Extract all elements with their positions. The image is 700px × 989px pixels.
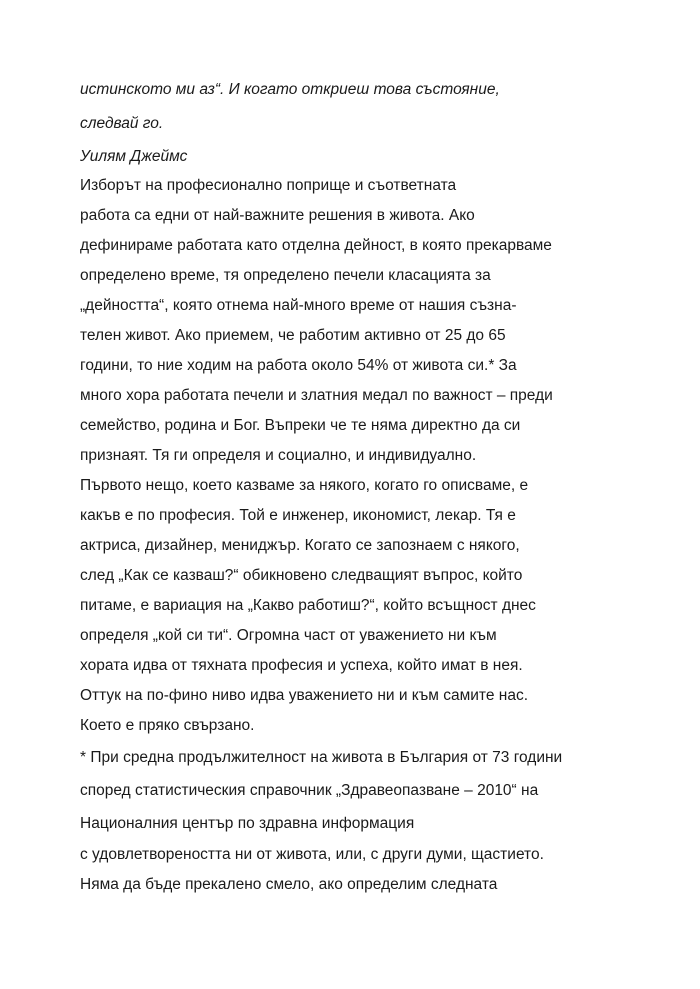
footnote-line: според статистическия справочник „Здравеопазване – 2010“ на xyxy=(80,782,539,799)
epigraph-author: Уилям Джеймс xyxy=(80,148,188,165)
body-text-line: Оттук на по-фино ниво идва уважението ни и към самите нас. xyxy=(80,687,529,704)
body-text-line: определено време, тя определено печели класацията за xyxy=(80,267,491,284)
footnote-line: Националния център по здравна информация xyxy=(80,815,415,832)
body-text-line: много хора работата печели и златния медал по важност – преди xyxy=(80,387,553,404)
body-text-line: след „Как се казваш?“ обикновено следващият въпрос, който xyxy=(80,567,523,584)
body-text-line: Което е пряко свързано. xyxy=(80,717,255,734)
body-text-line: Няма да бъде прекалено смело, ако определим следната xyxy=(80,876,498,893)
body-text-line: хората идва от тяхната професия и успеха, който имат в нея. xyxy=(80,657,523,674)
body-text-line: с удовлетвореността ни от живота, или, с други думи, щастието. xyxy=(80,846,544,863)
body-text-line: Изборът на професионално поприще и съответната xyxy=(80,177,457,194)
body-text-line: работа са едни от най-важните решения в живота. Ако xyxy=(80,207,475,224)
epigraph-line: истинското ми аз“. И когато откриеш това състояние, xyxy=(80,81,500,98)
footnote-line: * При средна продължителност на живота в България от 73 години xyxy=(80,749,563,766)
body-text-line: какъв е по професия. Той е инженер, икономист, лекар. Тя е xyxy=(80,507,516,524)
body-text-line: семейство, родина и Бог. Въпреки че те няма директно да си xyxy=(80,417,521,434)
body-text-line: питаме, е вариация на „Какво работиш?“, който всъщност днес xyxy=(80,597,536,614)
body-text-line: Първото нещо, което казваме за някого, когато го описваме, е xyxy=(80,477,529,494)
body-text-line: актриса, дизайнер, мениджър. Когато се запознаем с някого, xyxy=(80,537,520,554)
body-text-line: дефинираме работата като отделна дейност, в която прекарваме xyxy=(80,237,552,254)
body-text-line: признаят. Тя ги определя и социално, и индивидуално. xyxy=(80,447,477,464)
epigraph-line: следвай го. xyxy=(80,115,164,132)
body-text-line: телен живот. Ако приемем, че работим активно от 25 до 65 xyxy=(80,327,506,344)
body-text-line: „дейността“, която отнема най-много време от нашия съзна- xyxy=(80,297,517,314)
body-text-line: определя „кой си ти“. Огромна част от уважението ни към xyxy=(80,627,497,644)
body-text-line: години, то ние ходим на работа около 54% от живота си.* За xyxy=(80,357,517,374)
